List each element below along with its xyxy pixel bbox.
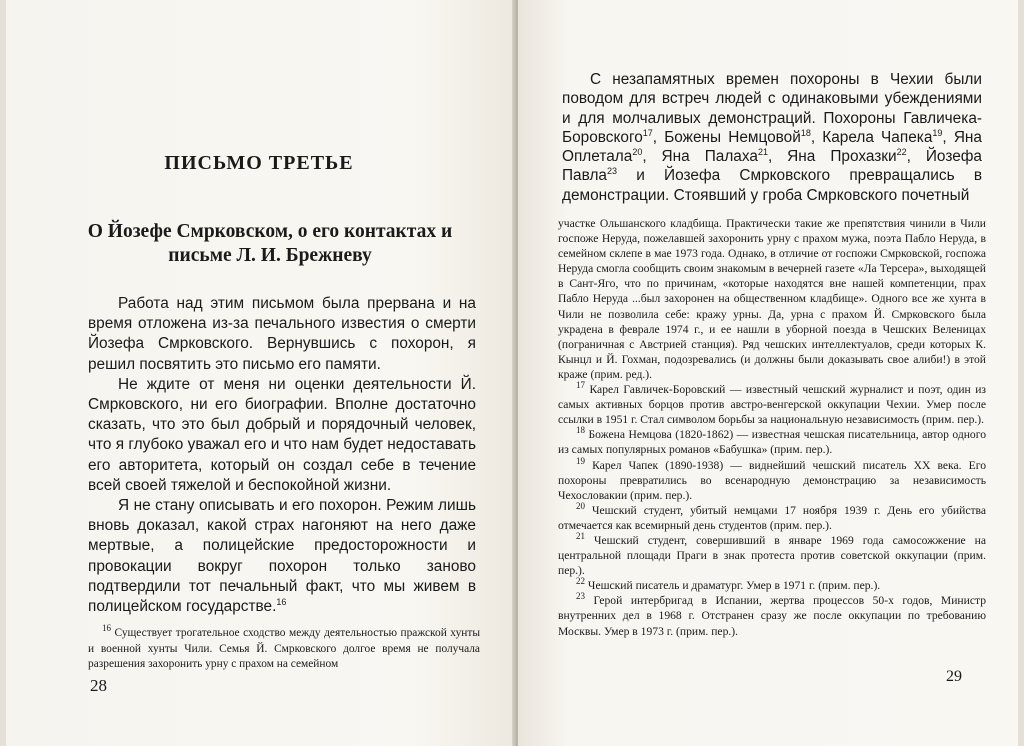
right-body-text [562,70,982,205]
body-paragraph: Не ждите от меня ни оценки деятельности Й. Смрковского, ни его биографии. Вполне достаточно сказать, что это был добрый и порядочный человек, что я глубоко уважал его и что нам будет недоставать его авторитета, который он создал себе в течение всей своей тяжелой и беспокойной жизни. [88,375,476,494]
footnote-marker: 21 [576,531,585,542]
footnote-marker: 22 [576,576,585,587]
body-paragraph [88,496,476,617]
footnote-text: Герой интербригад в Испании, жертва процессов 50-х годов, Министр внутренних дел в 1968 г. Отстранен сразу же после оккупации по требованию Москвы. Умер в 1973 г. (прим. пер.). [558,594,986,638]
body-text: , Яна Оплетала [562,128,982,166]
footnote-text: Карел Гавличек-Боровский — известный чешский журналист и поэт, один из самых активных борцов против австро-венгерской оккупации Чехии. Умер после ссылки в 1951 г. Стал символом борьбы за национальную независимость (прим. пер.). [558,383,986,427]
footnote [558,500,986,533]
footnote [558,455,986,503]
chapter-subtitle: О Йозефе Смрковском, о его контактах и письме Л. И. Брежневу [87,221,453,266]
footnote-reference: 16 [276,596,287,607]
body-text: , Карела Чапека [810,128,933,146]
footnote [558,382,986,427]
footnotes-block [558,216,986,639]
right-page [518,0,1024,746]
page-number: 29 [946,668,962,685]
footnote-text: Божена Немцова (1820-1862) — известная чешская писательница, автор одного из самых популярных романов «Бабушка» (прим. пер.). [558,428,986,457]
chapter-title: ПИСЬМО ТРЕТЬЕ [164,152,354,174]
footnote-continuation: участке Ольшанского кладбища. Практически такие же препятствия чинили в Чили госпоже Неруда, пожелавшей захоронить урну с прахом мужа, поэта Пабло Неруда, в семейном склепе в мае 1973 года. Однако, в отличие от госпожи Смрковской, госпожа Неруда смогла сообщить своим знакомым в вечерней газете «Ла Терсера», выходящей в Сант-Яго, что по причинам, «которые находятся вне нашей компетенции, прах Пабло Неруда ...был захоронен на общественном кладбище». Одного все же хунта в Чили не позволила себе: кражу урны. Да, урна с прахом Й. Смрковского была украдена в феврале 1974 г., и ее нашли в уборной поезда в Чешских Веленицах (пограничная с Австрией станция). Ряд чешских интеллектуалов, среди которых К. Кынцл и Й. Гохман, подозревались (и должны были доказывать свое алиби!) в этой краже (прим. ред.). [558,217,986,381]
footnote-marker: 18 [576,425,585,436]
footnote-marker: 17 [576,380,585,391]
footnote-text: Чешский студент, совершивший в январе 1969 года самосожжение на центральной площади Праги в знак протеста против советской оккупации (прим. пер.). [558,533,986,578]
footnote-reference: 17 [642,127,653,138]
footnote-text: Карел Чапек (1890-1938) — виднейший чешский писатель XX века. Его похороны превратились во всенародную демонстрацию за независимость Чехословакии (прим. пер.). [558,458,986,502]
footnote [558,533,986,578]
footnote-reference: 20 [632,147,643,158]
body-paragraph: Работа над этим письмом была прервана и на время отложена из-за печального известия о смерти Йозефа Смрковского. Вернувшись с похорон, я решил посвятить это письмо его памяти. [88,295,476,373]
footnote-text: Чешский писатель и драматург. Умер в 1971 г. (прим. пер.). [587,579,881,593]
body-text: С незапамятных времен похороны в Чехии были поводом для встреч людей с одинаковыми убеждениями и для молчаливых демонстраций. Похороны Гавличека-Боровского [562,71,982,146]
footnote-text: Чешский студент, убитый немцами 17 ноября 1939 г. День его убийства отмечается как всемирный день студентов (прим. пер.). [558,503,986,532]
footnote-reference: 23 [606,166,617,177]
footnote-marker: 19 [576,455,585,466]
body-text: , Яна Палаха [642,148,758,166]
page-number: 28 [90,676,107,695]
body-text: , Йозефа Павла [562,148,982,185]
footnote-reference: 18 [800,127,811,138]
page-edge [0,0,6,746]
footnote-reference: 22 [896,147,907,158]
footnote [558,593,986,638]
body-text: и Йозефа Смрковского превращались в демонстрации. Стоявший у гроба Смрковского почетный [562,167,982,204]
footnote [88,623,480,673]
footnote-marker: 16 [102,623,111,634]
footnote-text: Существует трогательное сходство между деятельностью пражской хунты и военной хунты Чили. Семья Й. Смрковского долгое время не получала разрешения захоронить урну с прахом на семейном [88,627,480,670]
body-text: , Яна Прохазки [767,148,897,166]
page-edge [1018,0,1024,746]
paragraph-text: Я не стану описывать и его похорон. Режим лишь вновь доказал, какой страх нагоняют на него даже мертвые, а полицейские предосторожности и провокации вокруг похорон только заново подтвердили тот печальный факт, что мы живем в полицейском государстве. [88,497,476,616]
footnote-reference: 19 [932,127,943,138]
footnote-marker: 23 [576,591,585,602]
footnote-reference: 21 [757,147,768,158]
footnote [558,578,986,593]
footnote [558,427,986,457]
left-body-text [88,294,476,617]
body-text: , Божены Немцовой [652,128,801,146]
footnote-marker: 20 [576,500,585,511]
